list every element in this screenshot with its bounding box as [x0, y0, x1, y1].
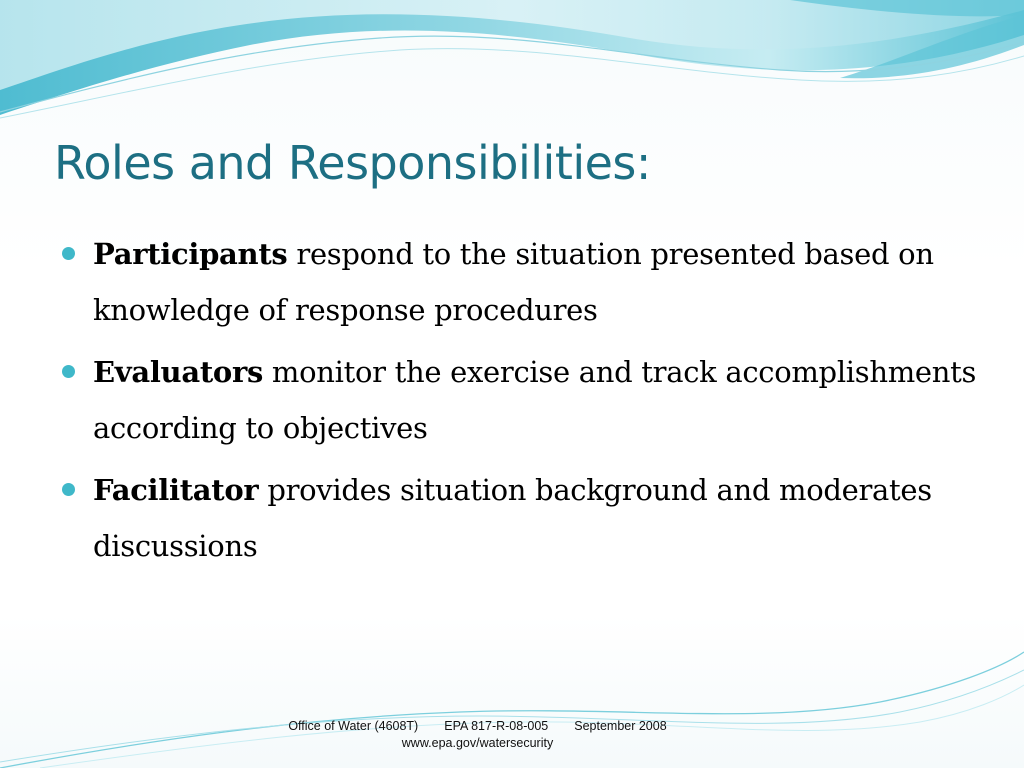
slide-title: Roles and Responsibilities:: [54, 136, 651, 190]
bullet-text: respond to the situation presented based on knowledge of response procedures: [93, 237, 934, 327]
bullet-list: [62, 226, 982, 580]
bullet-role: Evaluators: [93, 355, 263, 389]
footer-doc-number: EPA 817-R-08-005: [444, 719, 549, 733]
bullet-dot-icon: [62, 483, 75, 496]
footer-office: Office of Water (4608T): [288, 719, 419, 733]
footer-date: September 2008: [574, 719, 667, 733]
bullet-role: Facilitator: [93, 473, 259, 507]
footer-url: www.epa.gov/watersecurity: [401, 736, 554, 750]
bullet-facilitator: [62, 462, 982, 574]
footer-line: [0, 718, 955, 735]
bullet-dot-icon: [62, 365, 75, 378]
bullet-evaluators: [62, 344, 982, 456]
bullet-text: monitor the exercise and track accomplishments according to objectives: [93, 355, 977, 445]
bullet-participants: [62, 226, 982, 338]
bullet-dot-icon: [62, 247, 75, 260]
bullet-text: provides situation background and moderates discussions: [93, 473, 932, 563]
footer: [0, 718, 955, 752]
bullet-role: Participants: [93, 237, 288, 271]
